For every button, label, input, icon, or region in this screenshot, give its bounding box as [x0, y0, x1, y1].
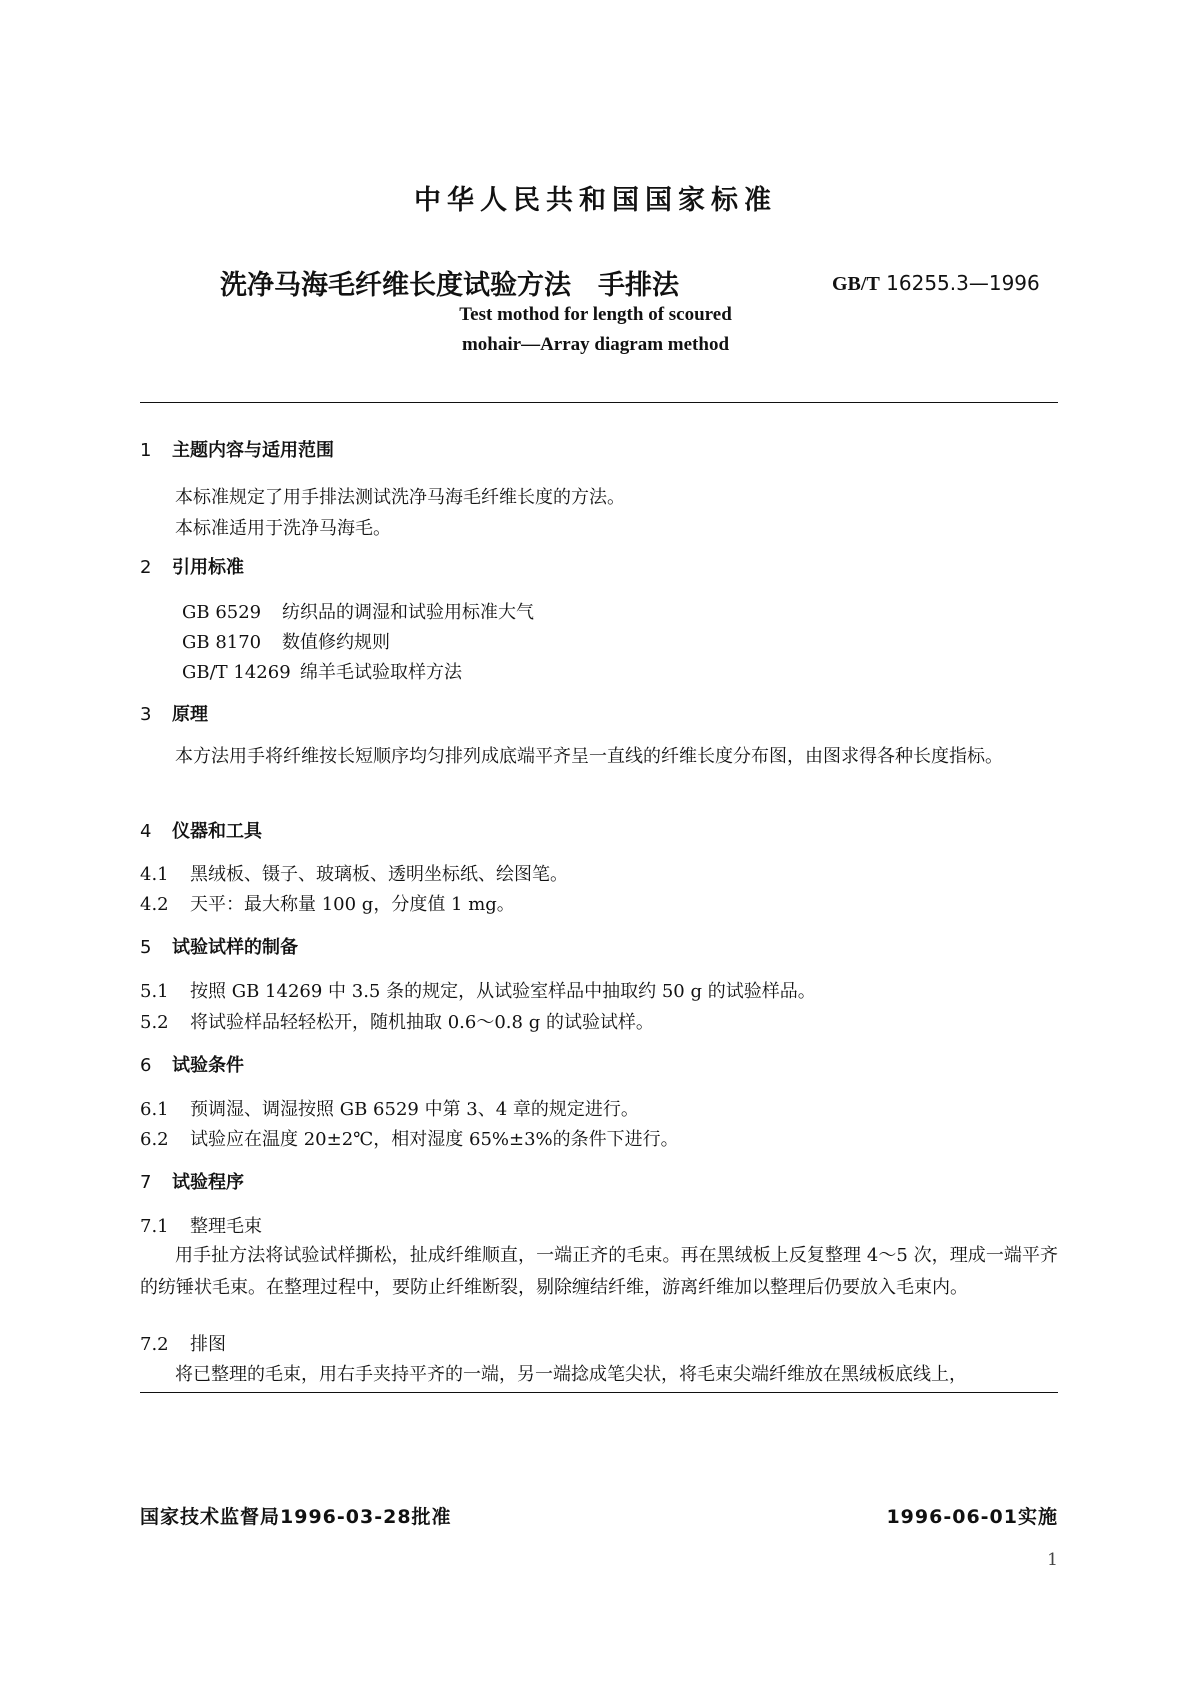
clause-4-2 — [140, 890, 515, 916]
standard-title-english-line1: Test mothod for length of scoured — [459, 304, 732, 325]
section-1-heading — [140, 436, 334, 462]
section-title: 主题内容与适用范围 — [172, 440, 334, 461]
clause-number: 7.1 — [140, 1216, 169, 1237]
section-title: 引用标准 — [172, 557, 244, 578]
clause-number: 5.1 — [140, 981, 169, 1002]
clause-5-1 — [140, 977, 816, 1003]
header-divider — [140, 402, 1058, 403]
reference-text: 纺织品的调湿和试验用标准大气 — [282, 602, 534, 623]
clause-number: 6.1 — [140, 1099, 169, 1120]
section-number: 2 — [140, 557, 152, 578]
reference-code: GB 8170 — [182, 632, 262, 653]
reference-text: 数值修约规则 — [282, 632, 390, 653]
standard-title-english-line2: mohair—Array diagram method — [461, 334, 730, 355]
implementation-date: 1996-06-01实施 — [886, 1506, 1058, 1528]
clause-number: 7.2 — [140, 1334, 169, 1355]
reference-item — [182, 598, 534, 624]
clause-text: 预调湿、调湿按照 GB 6529 中第 3、4 章的规定进行。 — [190, 1099, 639, 1120]
section-number: 5 — [140, 937, 152, 958]
section-number: 1 — [140, 440, 152, 461]
reference-item — [182, 628, 390, 654]
clause-number: 4.1 — [140, 864, 169, 885]
reference-code: GB 6529 — [182, 602, 262, 623]
footer-divider — [140, 1392, 1058, 1393]
standard-title-chinese: 洗净马海毛纤维长度试验方法 手排法 — [220, 270, 679, 301]
standard-code — [832, 271, 1040, 296]
section-1-paragraph-1: 本标准规定了用手排法测试洗净马海毛纤维长度的方法。 — [175, 487, 625, 508]
clause-7-2-heading — [140, 1330, 226, 1356]
clause-text: 天平：最大称量 100 g，分度值 1 mg。 — [190, 894, 515, 915]
section-3-heading — [140, 700, 208, 726]
clause-6-2 — [140, 1125, 679, 1151]
clause-7-2-paragraph: 将已整理的毛束，用右手夹持平齐的一端，另一端捻成笔尖状，将毛束尖端纤维放在黑绒板底线上， — [175, 1364, 967, 1385]
clause-7-1-heading — [140, 1212, 262, 1238]
clause-text: 试验应在温度 20±2℃，相对湿度 65%±3%的条件下进行。 — [190, 1129, 679, 1150]
section-4-heading — [140, 817, 262, 843]
standard-code-prefix: GB/T — [832, 273, 880, 295]
section-2-heading — [140, 553, 244, 579]
clause-5-2 — [140, 1008, 654, 1034]
national-standard-heading: 中华人民共和国国家标准 — [414, 185, 777, 216]
clause-7-1-paragraph: 用手扯方法将试验试样撕松，扯成纤维顺直，一端正齐的毛束。再在黑绒板上反复整理 4～5 次，理成一端平齐的纺锤状毛束。在整理过程中，要防止纤维断裂，剔除缠结纤维，游离纤维加以整理后仍要放入毛束内。 — [140, 1245, 1058, 1298]
reference-text: 绵羊毛试验取样方法 — [300, 662, 462, 683]
section-title: 试验条件 — [172, 1055, 244, 1076]
section-title: 仪器和工具 — [172, 821, 262, 842]
section-number: 3 — [140, 704, 152, 725]
clause-text: 按照 GB 14269 中 3.5 条的规定，从试验室样品中抽取约 50 g 的试验样品。 — [190, 981, 816, 1002]
standard-code-number: 16255.3—1996 — [886, 271, 1040, 295]
clause-text: 黑绒板、镊子、玻璃板、透明坐标纸、绘图笔。 — [190, 864, 568, 885]
section-title: 试验试样的制备 — [172, 937, 298, 958]
clause-6-1 — [140, 1095, 639, 1121]
clause-number: 5.2 — [140, 1012, 169, 1033]
reference-item — [182, 658, 462, 684]
clause-title: 排图 — [190, 1334, 226, 1355]
clause-text: 将试验样品轻轻松开，随机抽取 0.6～0.8 g 的试验试样。 — [190, 1012, 654, 1033]
section-number: 6 — [140, 1055, 152, 1076]
reference-code: GB/T 14269 — [182, 662, 291, 683]
clause-number: 6.2 — [140, 1129, 169, 1150]
approval-note: 国家技术监督局1996-03-28批准 — [140, 1506, 452, 1528]
section-5-heading — [140, 933, 298, 959]
section-3-paragraph: 本方法用手将纤维按长短顺序均匀排列成底端平齐呈一直线的纤维长度分布图，由图求得各种长度指标。 — [175, 746, 1003, 767]
section-6-heading — [140, 1051, 244, 1077]
section-title: 试验程序 — [172, 1172, 244, 1193]
section-title: 原理 — [172, 704, 208, 725]
clause-number: 4.2 — [140, 894, 169, 915]
section-number: 7 — [140, 1172, 152, 1193]
section-7-heading — [140, 1168, 244, 1194]
page-number: 1 — [1047, 1550, 1058, 1570]
section-1-paragraph-2: 本标准适用于洗净马海毛。 — [175, 518, 391, 539]
section-number: 4 — [140, 821, 152, 842]
clause-4-1 — [140, 860, 568, 886]
clause-title: 整理毛束 — [190, 1216, 262, 1237]
